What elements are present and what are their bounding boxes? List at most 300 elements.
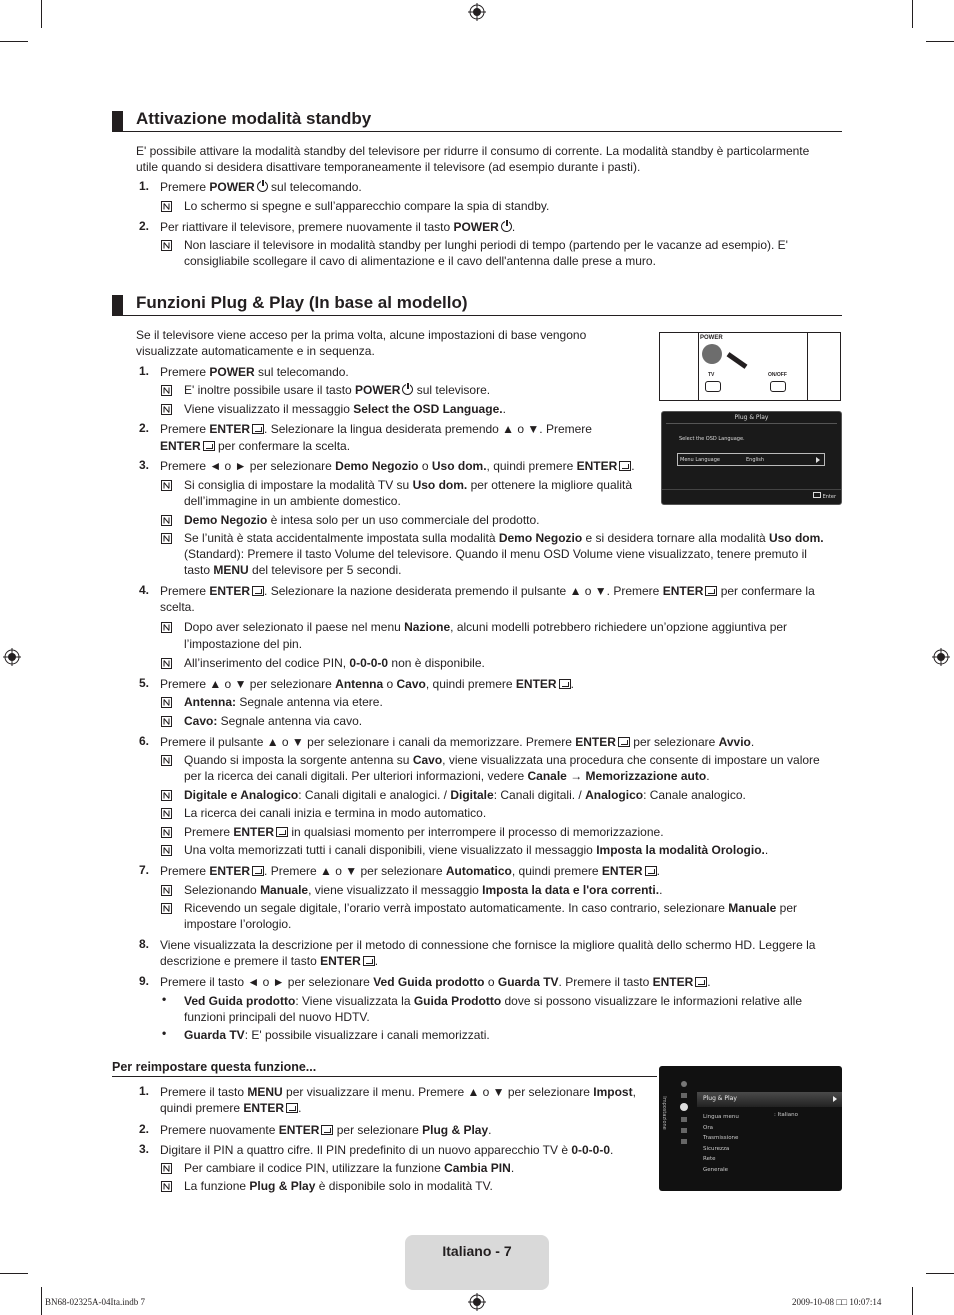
text: Premere nuovamente bbox=[160, 1123, 279, 1137]
text: in qualsiasi momento per interrompere il processo di memorizzazione. bbox=[288, 825, 664, 839]
text: Premere bbox=[160, 365, 210, 379]
menu-item: Sicurezza bbox=[703, 1145, 730, 1152]
note-icon bbox=[161, 845, 172, 856]
text: Se l’unità è stata accidentalmente impostata sulla modalità bbox=[184, 531, 499, 545]
text: Premere bbox=[160, 584, 210, 598]
registration-mark-icon bbox=[932, 648, 950, 666]
text: Premere bbox=[160, 422, 210, 436]
text: descrizione e premere il tasto bbox=[160, 954, 321, 968]
option-label: Uso dom. bbox=[412, 478, 468, 492]
text: Premere bbox=[160, 180, 210, 194]
step-number: 4. bbox=[138, 583, 149, 597]
osd-row-label: Menu Language bbox=[680, 457, 720, 463]
text: Selezionando bbox=[184, 883, 261, 897]
power-button-icon bbox=[702, 344, 722, 364]
note-text bbox=[184, 1160, 514, 1177]
input-menu-icon bbox=[681, 1117, 687, 1122]
note-icon bbox=[161, 404, 172, 415]
bullet: • bbox=[162, 1026, 167, 1040]
text: Premere il tasto ◄ o ► per selezionare bbox=[160, 975, 374, 989]
step-text bbox=[160, 1084, 636, 1101]
option-label: Analogico bbox=[585, 788, 644, 802]
text: per selezionare bbox=[333, 1123, 423, 1137]
enter-hint-label: Enter bbox=[822, 494, 836, 500]
option-label: Ved Guida prodotto bbox=[184, 994, 296, 1008]
note-text bbox=[184, 512, 540, 529]
text: E' inoltre possibile usare il tasto bbox=[184, 383, 356, 397]
subsection-title: Per reimpostare questa funzione... bbox=[112, 1060, 317, 1074]
step-text bbox=[160, 583, 815, 600]
text: per bbox=[776, 901, 797, 915]
message-label: Select the OSD Language. bbox=[353, 402, 503, 416]
text: per visualizzare il menu. Premere ▲ o ▼ per selezionare bbox=[282, 1085, 594, 1099]
step-number: 8. bbox=[138, 937, 149, 951]
bullet-text: funzioni principali del nuovo HDTV. bbox=[184, 1010, 370, 1024]
option-label: Demo Negozio bbox=[184, 513, 268, 527]
enter-icon bbox=[286, 1103, 298, 1113]
menu-highlight-bar bbox=[697, 1092, 842, 1107]
enter-icon bbox=[276, 827, 288, 837]
menu-path: Memorizzazione auto bbox=[585, 769, 707, 783]
support-menu-icon bbox=[681, 1139, 687, 1144]
note-text bbox=[184, 655, 485, 672]
key-label: POWER bbox=[453, 220, 499, 234]
option-label: Cambia PIN bbox=[444, 1161, 511, 1175]
remote-power-label: POWER bbox=[700, 335, 723, 341]
text: . Premere ▲ o ▼ per selezionare bbox=[264, 864, 446, 878]
paragraph: utile quando si desidera disattivare temporaneamente il televisore (ad esempio durante i pasti). bbox=[136, 160, 641, 174]
enter-icon bbox=[645, 866, 657, 876]
text: Per cambiare il codice PIN, utilizzare la funzione bbox=[184, 1161, 445, 1175]
text: Segnale antenna via cavo. bbox=[217, 714, 363, 728]
key-label: ENTER bbox=[278, 1123, 320, 1137]
enter-icon bbox=[252, 866, 264, 876]
key-label: POWER bbox=[209, 365, 255, 379]
text: per la ricerca dei canali digitali. Per ulteriori informazioni, vedere bbox=[184, 769, 528, 783]
note-text: l’impostazione del pin. bbox=[184, 637, 303, 651]
text: , quindi premere bbox=[511, 864, 602, 878]
key-label: ENTER bbox=[515, 677, 557, 691]
step-text bbox=[160, 676, 574, 693]
note-text bbox=[184, 713, 362, 730]
note-text bbox=[184, 824, 664, 841]
step-text bbox=[160, 863, 660, 880]
menu-item: Lingua menu bbox=[703, 1114, 739, 1120]
enter-icon bbox=[619, 461, 631, 471]
note-icon bbox=[161, 808, 172, 819]
text: . bbox=[656, 864, 660, 878]
option-label: Automatico bbox=[445, 864, 512, 878]
step-text bbox=[160, 1100, 301, 1117]
option-label: Uso dom. bbox=[431, 459, 487, 473]
step-text bbox=[160, 458, 635, 475]
text: dove si possono visualizzare le informazioni relative alle bbox=[501, 994, 802, 1008]
text: Viene visualizzato il messaggio bbox=[184, 402, 354, 416]
option-label: Guarda TV bbox=[497, 975, 559, 989]
step-text bbox=[160, 1122, 492, 1139]
text: . bbox=[631, 459, 635, 473]
print-date: 2009-10-08 □□ 10:07:14 bbox=[792, 1297, 882, 1307]
key-label: MENU bbox=[213, 563, 249, 577]
picture-menu-icon bbox=[681, 1081, 687, 1087]
text: è disponibile solo in modalità TV. bbox=[315, 1179, 493, 1193]
key-label: MENU bbox=[247, 1085, 283, 1099]
step-text bbox=[160, 421, 592, 438]
menu-item: Rete bbox=[703, 1156, 716, 1162]
step-number: 1. bbox=[138, 179, 149, 193]
step-number: 9. bbox=[138, 974, 149, 988]
heading-bar bbox=[112, 111, 123, 131]
text: , viene visualizzato il messaggio bbox=[308, 883, 483, 897]
paragraph: visualizzate automaticamente e in sequenza. bbox=[136, 344, 375, 358]
text: per confermare la scelta. bbox=[214, 439, 351, 453]
text: → bbox=[566, 769, 586, 783]
text: . bbox=[764, 843, 769, 857]
note-text: La ricerca dei canali inizia e termina in modo automatico. bbox=[184, 806, 487, 820]
note-text bbox=[184, 401, 506, 418]
menu-list bbox=[703, 1112, 739, 1175]
option-label: Digitale bbox=[450, 788, 494, 802]
menu-path: Canale bbox=[527, 769, 567, 783]
osd-language-screen bbox=[661, 411, 842, 505]
note-text bbox=[184, 882, 662, 899]
text: non è disponibile. bbox=[388, 656, 485, 670]
note-icon bbox=[161, 827, 172, 838]
key-label: ENTER bbox=[662, 584, 704, 598]
option-label: Demo Negozio bbox=[335, 459, 419, 473]
crop-mark bbox=[926, 1273, 954, 1274]
osd-row-arrow-icon bbox=[816, 457, 820, 463]
enter-icon bbox=[252, 424, 264, 434]
option-label: Cavo bbox=[412, 753, 443, 767]
key-label: ENTER bbox=[233, 825, 275, 839]
text: tasto bbox=[184, 563, 214, 577]
text: Premere bbox=[184, 825, 234, 839]
step-number: 1. bbox=[138, 364, 149, 378]
text: . bbox=[510, 1161, 515, 1175]
osd-row-value: English bbox=[746, 457, 765, 463]
text: : Viene visualizzata la bbox=[295, 994, 414, 1008]
step-text bbox=[160, 438, 350, 455]
step-text bbox=[160, 219, 515, 236]
power-icon bbox=[402, 384, 413, 395]
option-label: Uso dom. bbox=[768, 531, 824, 545]
note-icon bbox=[161, 1181, 172, 1192]
crop-mark bbox=[912, 1287, 913, 1315]
page-number-tab bbox=[405, 1235, 549, 1290]
step-text bbox=[160, 179, 362, 196]
tv-button-icon bbox=[705, 381, 721, 392]
text: : Canali digitali. / bbox=[493, 788, 586, 802]
note-text: consigliabile scollegare il cavo di alimentazione e il cavo dell'antenna dalle prese a muro. bbox=[184, 254, 656, 268]
note-icon bbox=[161, 658, 172, 669]
page-number: Italiano - 7 bbox=[442, 1243, 512, 1259]
note-text bbox=[184, 562, 401, 579]
option-label: Cavo: bbox=[184, 714, 218, 728]
note-text: Lo schermo si spegne e sull’apparecchio compare la spia di standby. bbox=[184, 199, 550, 213]
enter-icon bbox=[252, 586, 264, 596]
note-icon bbox=[161, 1163, 172, 1174]
settings-menu-screen bbox=[659, 1066, 842, 1191]
osd-language-row bbox=[677, 453, 825, 466]
step-text bbox=[160, 953, 378, 970]
note-icon bbox=[161, 697, 172, 708]
text: quindi premere bbox=[160, 1101, 244, 1115]
step-text bbox=[160, 974, 711, 991]
note-icon bbox=[161, 622, 172, 633]
option-label: Antenna: bbox=[184, 695, 236, 709]
key-label: ENTER bbox=[652, 975, 694, 989]
note-text bbox=[184, 787, 746, 804]
text: Digitare il PIN a quattro cifre. Il PIN predefinito di un nuovo apparecchio TV è bbox=[160, 1143, 572, 1157]
menu-icon-column bbox=[681, 1081, 691, 1171]
menu-item: Generale bbox=[703, 1166, 729, 1173]
paragraph: Se il televisore viene acceso per la prima volta, alcune impostazioni di base vengono bbox=[136, 328, 587, 342]
text: : Canale analogico. bbox=[643, 788, 746, 802]
text: . bbox=[374, 954, 379, 968]
note-text: (Standard): Premere il tasto Volume del televisore. Quando il menu OSD Volume viene visualizzato, tenere premuto il bbox=[184, 547, 807, 561]
option-label: Digitale e Analogico bbox=[184, 788, 299, 802]
text: . bbox=[706, 769, 710, 783]
step-number: 5. bbox=[138, 676, 149, 690]
osd-divider bbox=[666, 423, 837, 424]
text: : E' possibile visualizzare i canali memorizzati. bbox=[244, 1028, 490, 1042]
text: sul televisore. bbox=[413, 383, 491, 397]
key-label: POWER bbox=[209, 180, 255, 194]
key-label: ENTER bbox=[160, 439, 201, 453]
menu-highlight-label: Plug & Play bbox=[703, 1095, 737, 1102]
note-icon bbox=[161, 240, 172, 251]
section-heading bbox=[112, 111, 842, 132]
text: Si consiglia di impostare la modalità TV su bbox=[184, 478, 413, 492]
remote-onoff-label: ON/OFF bbox=[768, 372, 787, 378]
note-text bbox=[184, 900, 797, 917]
text: del televisore per 5 secondi. bbox=[248, 563, 402, 577]
note-icon bbox=[161, 533, 172, 544]
section-title: Attivazione modalità standby bbox=[136, 109, 372, 128]
menu-item: Ora bbox=[703, 1124, 713, 1131]
key-label: ENTER bbox=[320, 954, 361, 968]
text: o bbox=[383, 677, 397, 691]
option-label: Guida Prodotto bbox=[413, 994, 502, 1008]
subsection-rule bbox=[112, 1076, 657, 1077]
step-number: 1. bbox=[138, 1084, 149, 1098]
text: per selezionare bbox=[629, 735, 719, 749]
note-icon bbox=[161, 885, 172, 896]
menu-item: Trasmissione bbox=[703, 1135, 739, 1141]
text: . bbox=[502, 402, 506, 416]
key-label: ENTER bbox=[575, 735, 616, 749]
key-label: POWER bbox=[355, 383, 401, 397]
note-icon bbox=[161, 201, 172, 212]
text: , quindi premere bbox=[486, 459, 577, 473]
step-number: 2. bbox=[138, 1122, 149, 1136]
option-label: Nazione bbox=[404, 620, 451, 634]
power-icon bbox=[257, 181, 268, 192]
text: è intesa solo per un uso commerciale del prodotto. bbox=[267, 513, 540, 527]
step-number: 6. bbox=[138, 734, 149, 748]
osd-title: Plug & Play bbox=[734, 414, 769, 421]
text: , quindi premere bbox=[425, 677, 516, 691]
menu-arrow-icon bbox=[833, 1096, 837, 1102]
crop-mark bbox=[926, 41, 954, 42]
note-text bbox=[184, 752, 820, 769]
text: Quando si imposta la sorgente antenna su bbox=[184, 753, 413, 767]
remote-tv-label: TV bbox=[708, 372, 715, 378]
enter-icon bbox=[618, 737, 630, 747]
key-label: ENTER bbox=[209, 864, 251, 878]
enter-icon bbox=[559, 679, 571, 689]
option-label: Cavo bbox=[396, 677, 426, 691]
power-icon bbox=[501, 221, 512, 232]
text: : Canali digitali e analogici. / bbox=[298, 788, 451, 802]
text: . bbox=[488, 1123, 492, 1137]
option-label: Demo Negozio bbox=[498, 531, 583, 545]
option-label: Guarda TV bbox=[184, 1028, 245, 1042]
text: Premere il pulsante ▲ o ▼ per selezionare i canali da memorizzare. Premere bbox=[160, 735, 576, 749]
note-icon bbox=[161, 480, 172, 491]
enter-icon bbox=[363, 956, 375, 966]
note-icon bbox=[161, 515, 172, 526]
text: La funzione bbox=[184, 1179, 250, 1193]
text: Premere ◄ o ► per selezionare bbox=[160, 459, 336, 473]
message-label: Imposta la data e l'ora correnti. bbox=[482, 883, 660, 897]
option-label: Plug & Play bbox=[249, 1179, 316, 1193]
text: Premere bbox=[160, 864, 210, 878]
step-text: scelta. bbox=[160, 600, 195, 614]
onoff-button-icon bbox=[770, 381, 786, 392]
key-label: ENTER bbox=[209, 584, 251, 598]
note-icon bbox=[161, 385, 172, 396]
text: . bbox=[511, 220, 516, 234]
note-text bbox=[184, 477, 632, 494]
text: , bbox=[632, 1085, 636, 1099]
step-number: 2. bbox=[138, 421, 149, 435]
menu-item-value: : Italiano bbox=[774, 1112, 799, 1118]
note-icon bbox=[161, 903, 172, 914]
note-text: Non lasciare il televisore in modalità standby per lunghi periodi di tempo (partendo per le vacanze ad esempio). E' bbox=[184, 238, 788, 252]
note-text: dell’immagine in un ambiente domestico. bbox=[184, 494, 401, 508]
remote-illustration bbox=[659, 332, 841, 401]
step-number: 7. bbox=[138, 863, 149, 877]
text: . bbox=[659, 883, 663, 897]
note-text bbox=[184, 842, 768, 859]
option-label: Impost bbox=[593, 1085, 633, 1099]
key-label: ENTER bbox=[243, 1101, 285, 1115]
enter-hint-icon bbox=[813, 492, 821, 498]
key-label: ENTER bbox=[209, 422, 251, 436]
text: Per riattivare il televisore, premere nuovamente il tasto bbox=[160, 220, 454, 234]
crop-mark bbox=[912, 0, 913, 28]
section-heading bbox=[112, 295, 842, 316]
note-text: impostare l’orologio. bbox=[184, 917, 292, 931]
setup-menu-icon bbox=[680, 1103, 688, 1111]
app-menu-icon bbox=[681, 1128, 687, 1133]
crop-mark bbox=[0, 41, 28, 42]
file-info: BN68-02325A-04Ita.indb 7 bbox=[45, 1297, 145, 1307]
enter-icon bbox=[695, 977, 707, 987]
key-label: ENTER bbox=[601, 864, 643, 878]
text: . Premere il tasto bbox=[558, 975, 653, 989]
note-text bbox=[184, 382, 490, 399]
note-icon bbox=[161, 790, 172, 801]
enter-icon bbox=[203, 441, 215, 451]
osd-bottom-bar bbox=[662, 489, 841, 490]
option-label: Antenna bbox=[335, 677, 384, 691]
text: Premere il tasto bbox=[160, 1085, 248, 1099]
note-icon bbox=[161, 755, 172, 766]
crop-mark bbox=[41, 1287, 42, 1315]
text: e si desidera tornare alla modalità bbox=[582, 531, 769, 545]
osd-enter-hint bbox=[813, 492, 836, 500]
note-text bbox=[184, 694, 383, 711]
text: o bbox=[484, 975, 498, 989]
note-text bbox=[184, 619, 787, 636]
text: . bbox=[750, 735, 755, 749]
message-label: Imposta la modalità Orologio. bbox=[596, 843, 765, 857]
text: . bbox=[298, 1101, 302, 1115]
option-label: Plug & Play bbox=[422, 1123, 489, 1137]
text: per confermare la bbox=[717, 584, 815, 598]
text: Segnale antenna via etere. bbox=[236, 695, 383, 709]
bullet-text bbox=[184, 993, 802, 1010]
bullet-text bbox=[184, 1027, 490, 1044]
bullet: • bbox=[162, 992, 167, 1006]
sound-menu-icon bbox=[681, 1093, 687, 1098]
text: o bbox=[418, 459, 432, 473]
pin-value: 0-0-0-0 bbox=[571, 1143, 611, 1157]
heading-bar bbox=[112, 295, 123, 315]
option-label: Manuale bbox=[728, 901, 777, 915]
registration-mark-icon bbox=[3, 648, 21, 666]
step-text bbox=[160, 364, 349, 381]
text: All’inserimento del codice PIN, bbox=[184, 656, 350, 670]
section-title: Funzioni Plug & Play (In base al modello) bbox=[136, 293, 468, 312]
registration-mark-icon bbox=[468, 3, 486, 21]
step-text bbox=[160, 1142, 613, 1159]
option-label: Manuale bbox=[260, 883, 309, 897]
text: Premere ▲ o ▼ per selezionare bbox=[160, 677, 336, 691]
text: Dopo aver selezionato il paese nel menu bbox=[184, 620, 405, 634]
text: sul telecomando. bbox=[267, 180, 362, 194]
text: . Selezionare la nazione desiderata premendo il pulsante ▲ o ▼. Premere bbox=[264, 584, 663, 598]
enter-icon bbox=[705, 586, 717, 596]
text: , viene visualizzata una procedura che consente di impostare un valore bbox=[442, 753, 820, 767]
crop-mark bbox=[41, 0, 42, 28]
step-text: Viene visualizzata la descrizione per il metodo di connessione che fornisce la migliore qualità dello schermo HD. Leggere la bbox=[160, 938, 816, 952]
step-number: 3. bbox=[138, 458, 149, 472]
note-text bbox=[184, 1178, 493, 1195]
key-label: ENTER bbox=[576, 459, 618, 473]
enter-icon bbox=[321, 1125, 333, 1135]
text: Una volta memorizzati tutti i canali disponibili, viene visualizzato il messaggio bbox=[184, 843, 597, 857]
note-text bbox=[184, 768, 710, 785]
step-text bbox=[160, 734, 754, 751]
note-icon bbox=[161, 716, 172, 727]
option-label: Ved Guida prodotto bbox=[373, 975, 485, 989]
text: . bbox=[610, 1143, 614, 1157]
registration-mark-icon bbox=[468, 1293, 486, 1311]
paragraph: E' possibile attivare la modalità standby del televisore per ridurre il consumo di corrente. La modalità standby è particolarmente bbox=[136, 144, 810, 158]
menu-side-label: Impostazione bbox=[660, 1096, 667, 1130]
crop-mark bbox=[0, 1273, 28, 1274]
step-number: 2. bbox=[138, 219, 149, 233]
text: . Selezionare la lingua desiderata premendo ▲ o ▼. Premere bbox=[264, 422, 592, 436]
text: Ricevendo un segale digitale, l’orario verrà impostato automaticamente. In caso contrario, selezionare bbox=[184, 901, 729, 915]
osd-prompt: Select the OSD Language. bbox=[679, 436, 745, 442]
note-text bbox=[184, 530, 824, 547]
option-label: Avvio bbox=[718, 735, 751, 749]
